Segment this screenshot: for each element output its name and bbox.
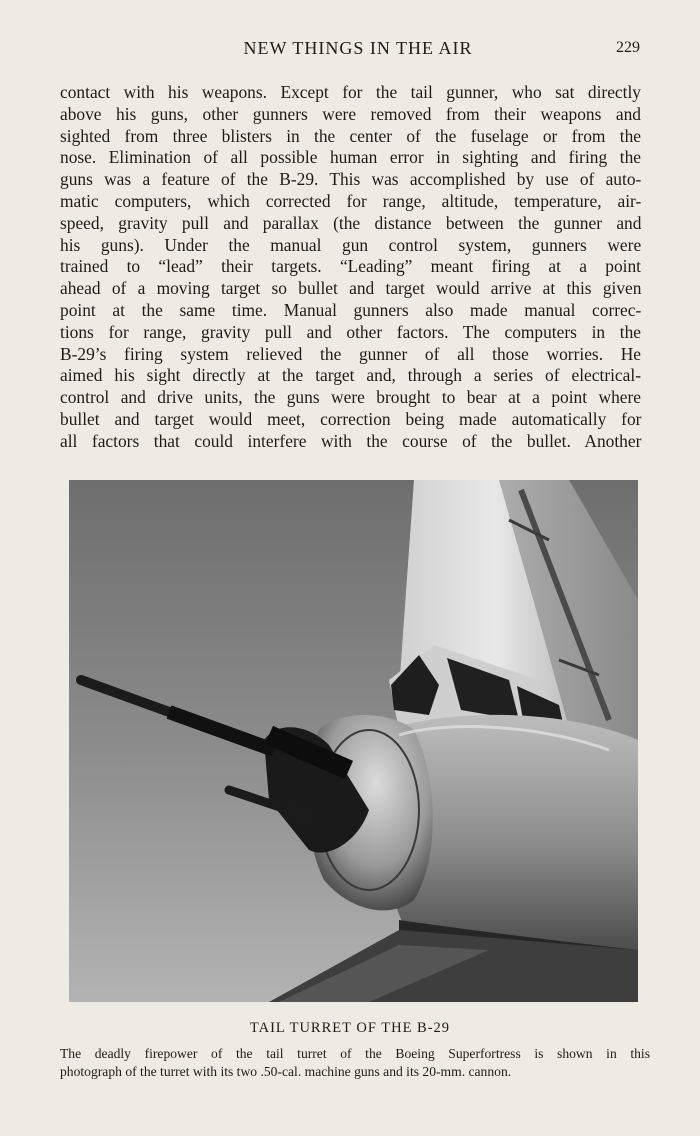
page-number: 229 [616,39,640,56]
text-line: nose. Elimination of all possible human error in sighting and firing the [60,147,641,168]
figure-caption [60,1045,650,1081]
running-head [60,38,640,62]
text-line: contact with his weapons. Except for the tail gunner, who sat directly [60,82,641,102]
text-line: tions for range, gravity pull and other factors. The computers in the [60,321,641,342]
caption-line: The deadly firepower of the tail turret of the Boeing Superfortress is shown in this [60,1046,650,1061]
text-line: all factors that could interfere with the course of the bullet. Another [60,430,642,451]
text-line: point at the same time. Manual gunners also made manual correc- [60,299,642,320]
text-line: bullet and target would meet, correction being made automatically for [60,408,642,429]
figure-caption-title: TAIL TURRET OF THE B-29 [249,1020,451,1036]
text-line: guns was a feature of the B-29. This was accomplished by use of auto- [60,169,642,190]
text-line: trained to “lead” their targets. “Leading” meant firing at a point [60,256,641,277]
tail-turret-photo [69,480,638,1002]
text-line: speed, gravity pull and parallax (the distance between the gunner and [60,212,642,233]
text-line: matic computers, which corrected for range, altitude, temperature, air- [60,190,642,211]
text-line: aimed his sight directly at the target and, through a series of electrical- [60,365,641,386]
running-title: NEW THINGS IN THE AIR [243,38,473,58]
text-line: B-29’s firing system relieved the gunner of all those worries. He [60,343,641,364]
text-line: his guns). Under the manual gun control system, gunners were [60,234,642,255]
text-line: control and drive units, the guns were brought to bear at a point where [60,387,641,408]
caption-line: photograph of the turret with its two .50-cal. machine guns and its 20-mm. cannon. [60,1064,512,1079]
body-paragraph [60,82,641,453]
text-line: above his guns, other gunners were removed from their weapons and [60,103,641,124]
text-line: sighted from three blisters in the center of the fuselage or from the [60,125,641,146]
text-line: ahead of a moving target so bullet and target would arrive at this given [60,278,642,299]
